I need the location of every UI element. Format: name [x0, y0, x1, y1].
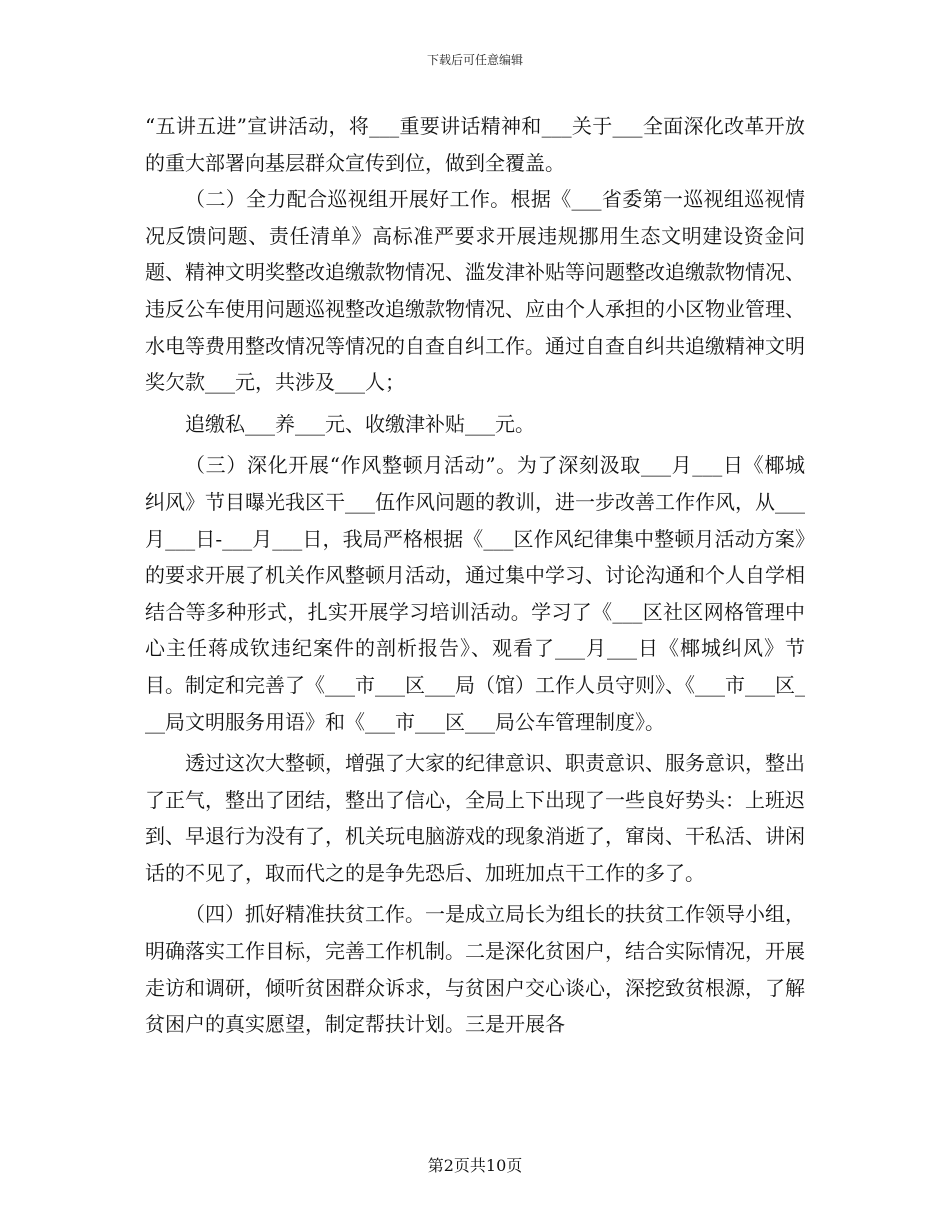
document-body — [145, 108, 805, 1043]
paragraph-6: （四）抓好精准扶贫工作。一是成立局长为组长的扶贫工作领导小组，明确落实工作目标，完善工作机制。二是深化贫困户，结合实际情况，开展走访和调研，倾听贫困群众诉求，与贫困户交心谈心，深挖致贫根源，了解贫困户的真实愿望，制定帮扶计划。三是开展各 — [145, 902, 805, 1037]
page-header: 下载后可任意编辑 — [426, 53, 523, 67]
paragraph-2: （二）全力配合巡视组开展好工作。根据《___省委第一巡视组巡视情况反馈问题、责任清单》高标准严要求开展违规挪用生态文明建设资金问题、精神文明奖整改追缴款物情况、滥发津补贴等问题整改追缴款物情况、违反公车使用问题巡视整改追缴款物情况、应由个人承担的小区物业管理、水电等费用整改情况等情况的自查自纠工作。通过自查自纠共追缴精神文明奖欠款___元，共涉及___人； — [145, 187, 805, 395]
page-number: 第2页共10页 — [427, 1156, 523, 1175]
paragraph-5: 透过这次大整顿，增强了大家的纪律意识、职责意识、服务意识，整出了正气，整出了团结，整出了信心，全局上下出现了一些良好势头：上班迟到、早退行为没有了，机关玩电脑游戏的现象消逝了，窜岗、干私活、讲闲话的不见了，取而代之的是争先恐后、加班加点干工作的多了。 — [145, 751, 805, 885]
paragraph-4: （三）深化开展“作风整顿月活动”。为了深刻汲取___月___日《椰城纠风》节目曝光我区干___伍作风问题的教训，进一步改善工作作风，从___月___日-___月___日，我局严格根据《___区作风纪律集中整顿月活动方案》的要求开展了机关作风整顿月活动，通过集中学习、讨论沟通和个人自学相结合等多种形式，扎实开展学习培训活动。学习了《___区社区网格管理中心主任蒋成钦违纪案件的剖析报告》、观看了___月___日《椰城纠风》节目。制定和完善了《___市___区___局（馆）工作人员守则》、《___市___区___局文明服务用语》和《___市___区___局公车管理制度》。 — [145, 453, 805, 734]
paragraph-3: 追缴私___养___元、收缴津补贴___元。 — [185, 411, 535, 436]
paragraph-1: “五讲五进”宣讲活动，将___重要讲话精神和___关于___全面深化改革开放的重大部署向基层群众宣传到位，做到全覆盖。 — [145, 114, 805, 175]
